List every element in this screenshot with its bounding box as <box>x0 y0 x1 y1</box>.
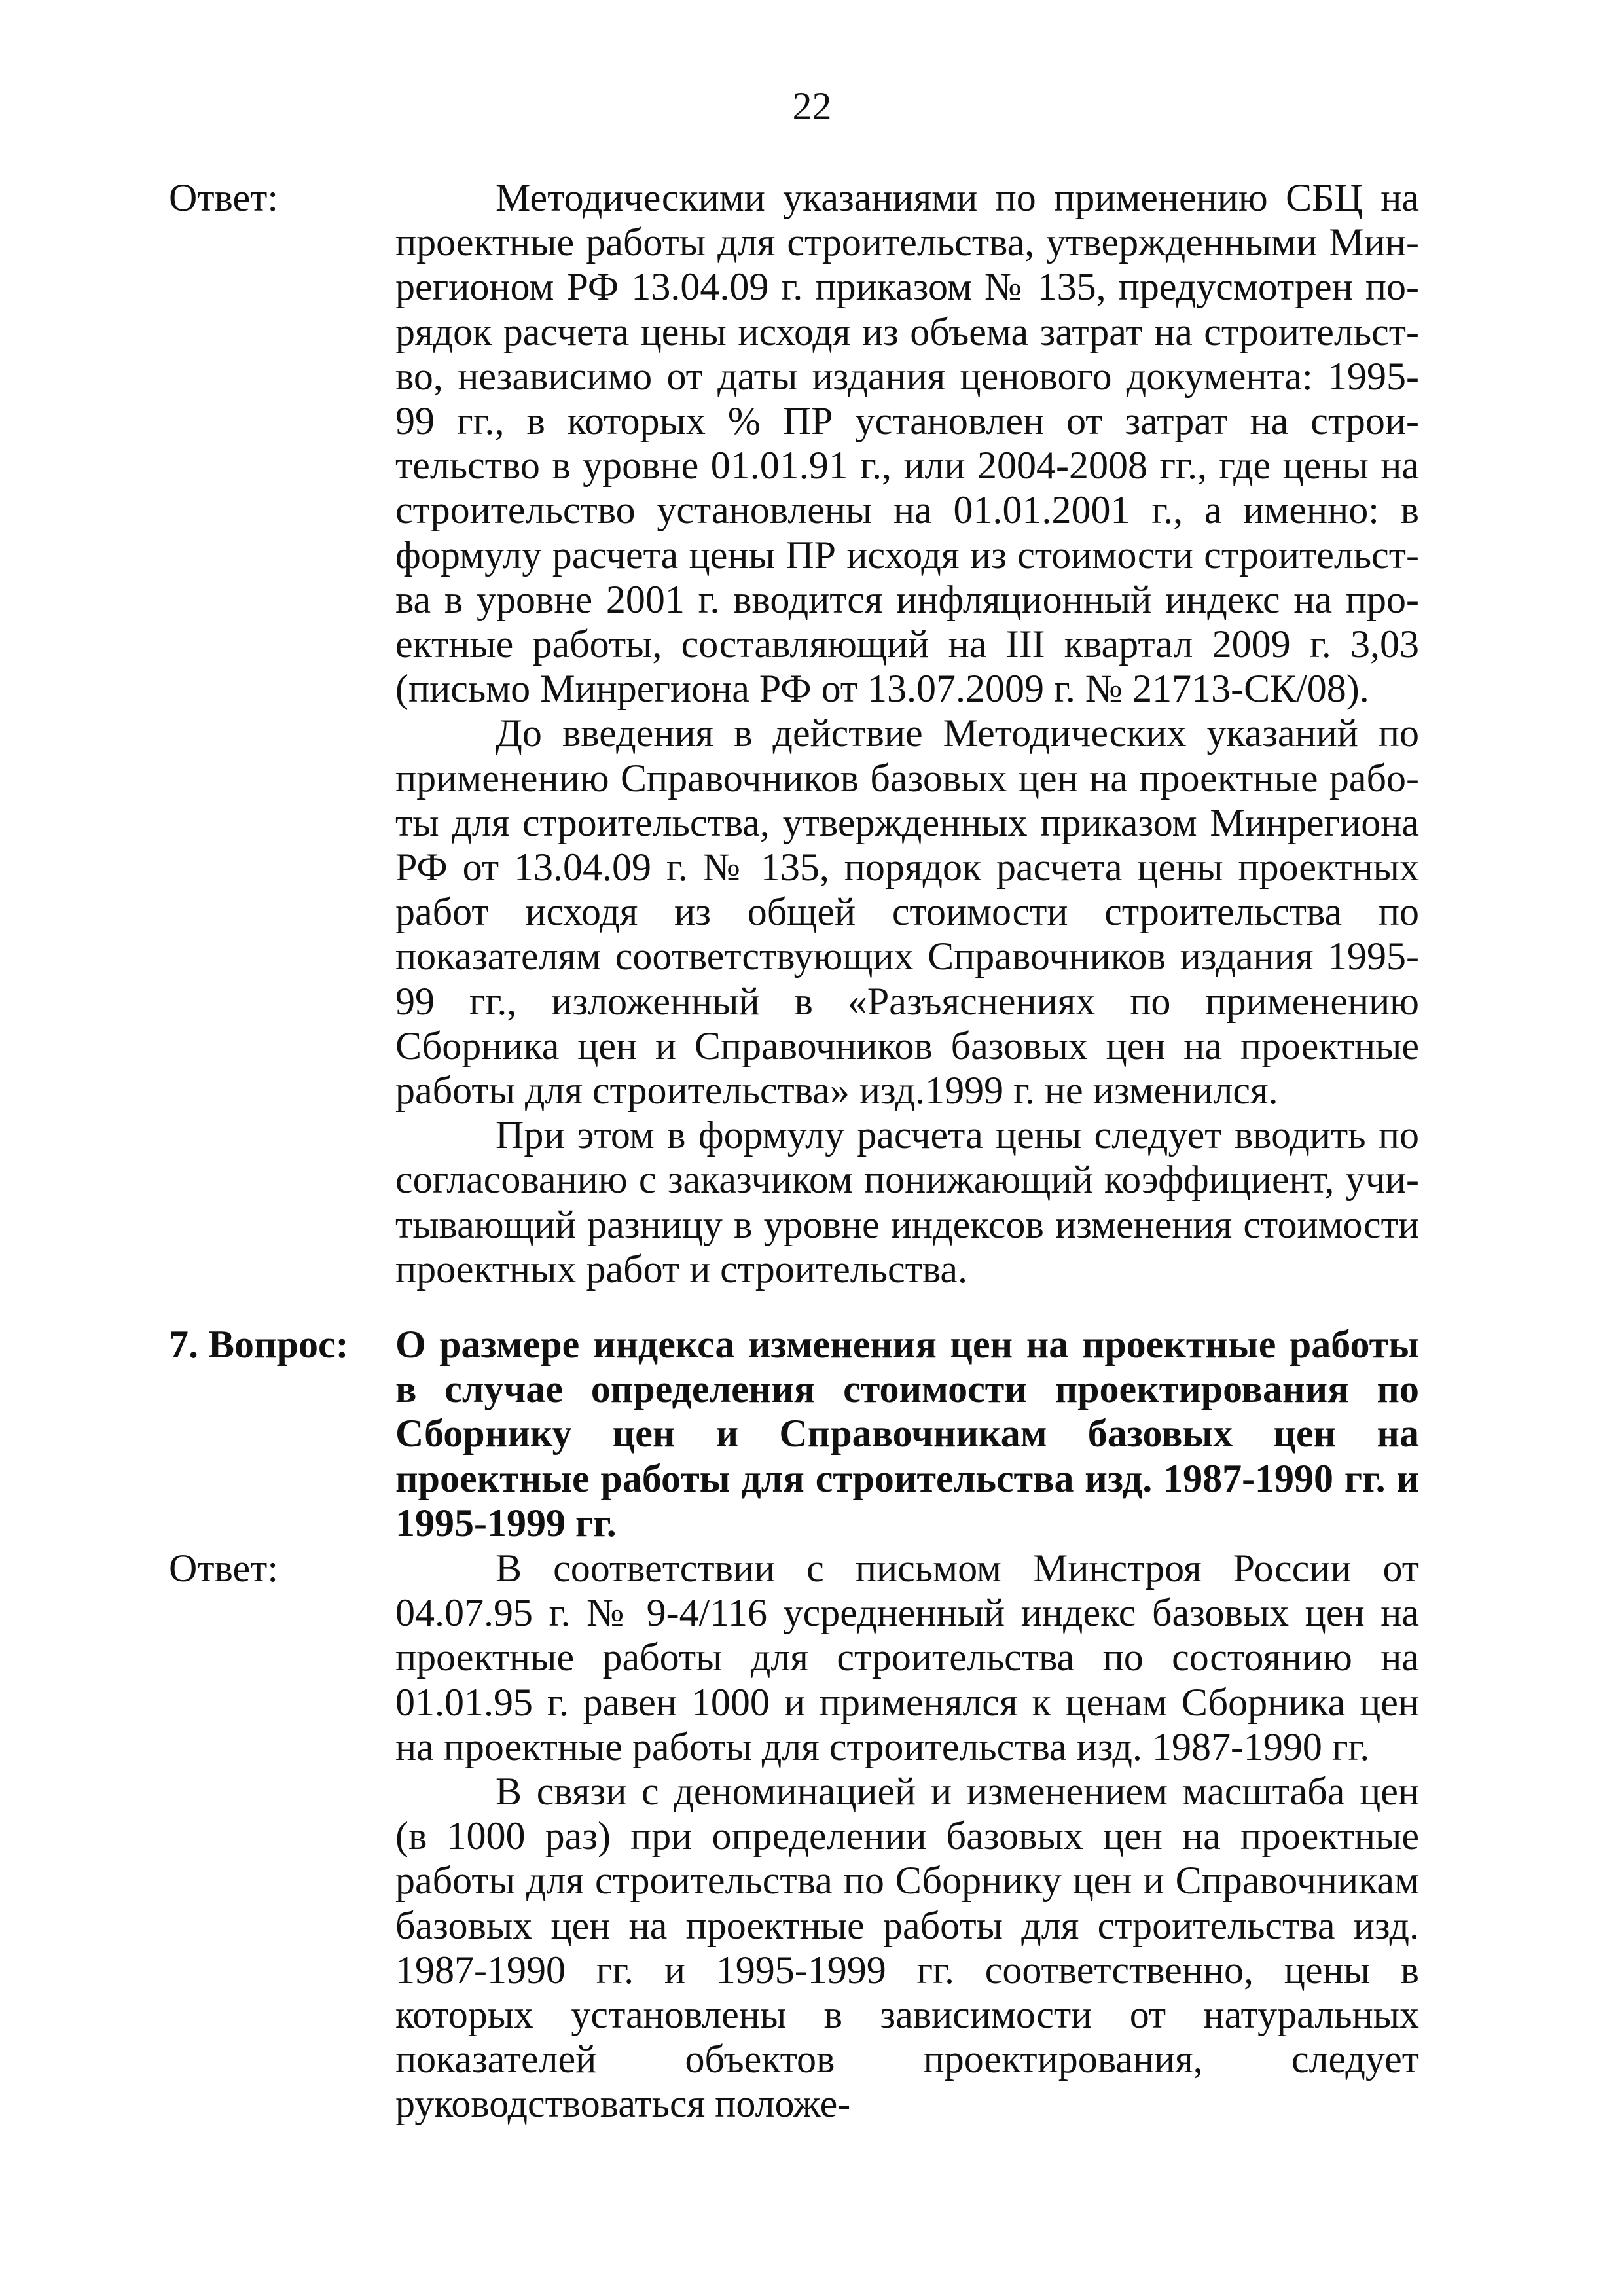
answer-paragraph: В соответствии с письмом Минстроя России от 04.07.95 г. № 9-4/116 усредненный индекс базовых цен на проектные работы для строительства по состоянию на 01.01.95 г. равен 1000 и применялся к ценам Сборника цен на проектные работы для строительства изд. 1987-1990 гг. <box>395 1547 1419 1768</box>
answer-label: Ответ: <box>169 176 279 219</box>
question-section-7 <box>169 1322 1419 1545</box>
question-text: О размере индекса изменения цен на проектные работы в случае определения стоимости проектирования по Сборнику цен и Справочникам базовых цен на проектные работы для строительства изд. 1987-1990 гг. и 1995-1999 гг. <box>395 1323 1419 1545</box>
answer-paragraph: При этом в формулу расчета цены следует вводить по согласованию с заказчиком понижающий коэффициент, учитывающий разницу в уровне индексов изменения стоимости проектных работ и строительства. <box>395 1113 1419 1291</box>
answer-body <box>395 175 1419 1291</box>
answer-paragraph: В связи с деноминацией и изменением масштаба цен (в 1000 раз) при определении базовых цен на проектные работы для строительства по Сборнику цен и Справочникам базовых цен на проектные работы для строительства изд. 1987-1990 гг. и 1995-1999 гг. соответственно, цены в которых установлены в зависимости от натуральных показателей объектов проектирования, следует руководствоваться положе- <box>395 1770 1419 2126</box>
answer-label: Ответ: <box>169 1547 279 1590</box>
answer-section-2 <box>169 1546 1419 2126</box>
answer-paragraph: До введения в действие Методических указаний по применению Справочников базовых цен на проектные работы для строительства, утвержденных приказом Минрегиона РФ от 13.04.09 г. № 135, порядок расчета цены проектных работ исходя из общей стоимости строительства по показателям соответствующих Справочников издания 1995-99 гг., изложенный в «Разъяснениях по применению Сборника цен и Справочников базовых цен на проектные работы для строительства» изд.1999 г. не изменился. <box>395 711 1419 1113</box>
question-label: 7. Вопрос: <box>169 1323 349 1366</box>
answer-section-1 <box>169 175 1419 1291</box>
question-body <box>395 1322 1419 1545</box>
answer-paragraph: Методическими указаниями по применению СБЦ на проектные работы для строительства, утвержденными Минрегионом РФ 13.04.09 г. приказом № 135, предусмотрен порядок расчета цены исходя из объема затрат на строительство, независимо от даты издания ценового документа: 1995-99 гг., в которых % ПР установлен от затрат на строительство в уровне 01.01.91 г., или 2004-2008 гг., где цены на строительство установлены на 01.01.2001 г., а именно: в формулу расчета цены ПР исходя из стоимости строительства в уровне 2001 г. вводится инфляционный индекс на проектные работы, составляющий на III квартал 2009 г. 3,03 (письмо Минрегиона РФ от 13.07.2009 г. № 21713-СК/08). <box>395 176 1419 711</box>
answer-body <box>395 1546 1419 2126</box>
page-number: 22 <box>792 84 832 128</box>
